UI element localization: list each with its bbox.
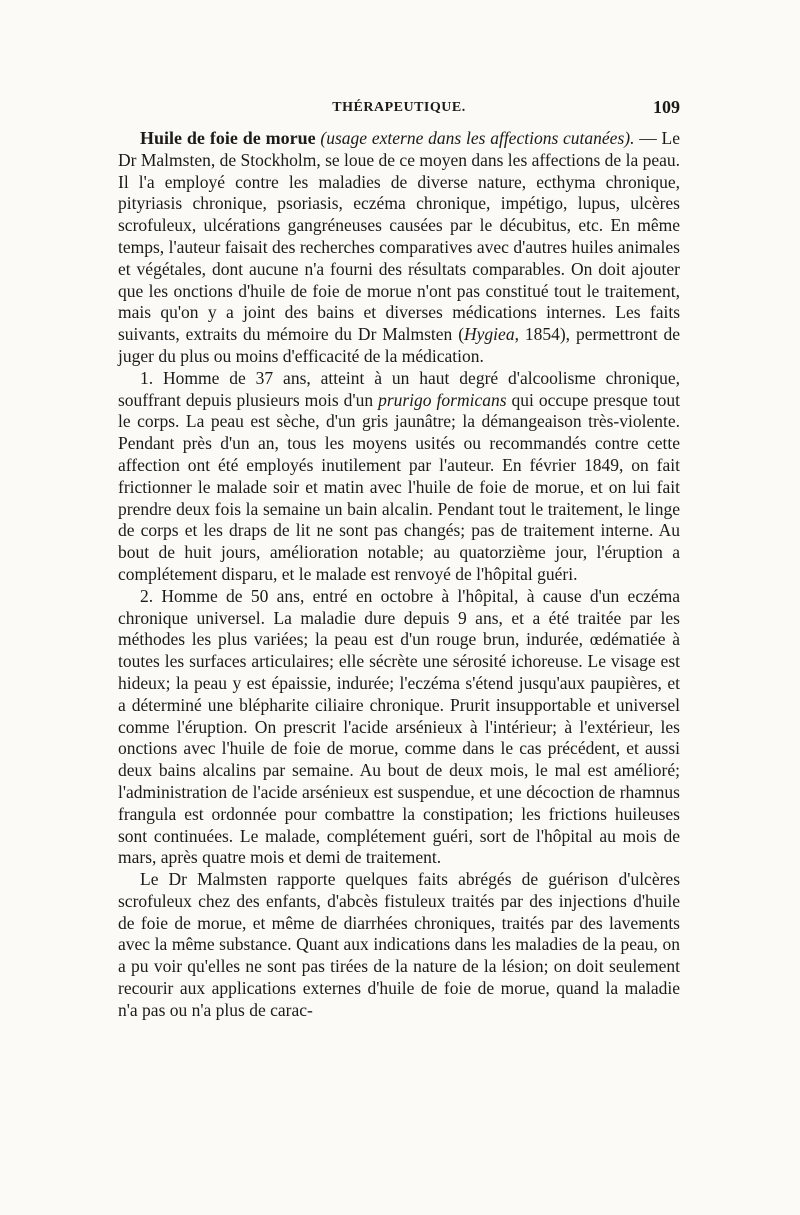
- paragraph-1-text: — Le Dr Malmsten, de Stockholm, se loue de ce moyen dans les affections de la peau. Il l'a employé contre les maladies de diverse nature, ecthyma chronique, pityriasis chronique, psoriasis, eczéma chronique, impétigo, lupus, ulcères scrofuleux, ulcérations gangréneuses causées par le décubitus, etc. En même temps, l'auteur faisait des recherches comparatives avec d'autres huiles animales et végétales, dont aucune n'a fourni des résultats comparables. On doit ajouter que les onctions d'huile de foie de morue n'ont pas constitué tout le traitement, mais qu'on y a joint des bains et diverses médications internes. Les faits suivants, extraits du mémoire du Dr Malmsten (: [118, 128, 680, 345]
- disease-name: prurigo formicans: [378, 389, 507, 410]
- section-heading: Huile de foie de morue: [140, 128, 316, 148]
- journal-title: Hygiea: [464, 324, 515, 345]
- paragraph-1-end: , 1854), permettront de juger du plus ou moins d'efficacité de la médication.: [118, 324, 681, 366]
- running-title: THÉRAPEUTIQUE.: [332, 100, 466, 115]
- section-heading-note: (usage externe dans les affections cutanées).: [320, 128, 635, 148]
- paragraph-2: [118, 368, 680, 586]
- paragraph-4: Le Dr Malmsten rapporte quelques faits abrégés de guérison d'ulcères scrofuleux chez des enfants, d'abcès fistuleux traités par des injections d'huile de foie de morue, et même de diarrhées chroniques, traités par des lavements avec la même substance. Quant aux indications dans les maladies de la peau, on a pu voir qu'elles ne sont pas tirées de la nature de la lésion; on doit seulement recourir aux applications externes d'huile de foie de morue, quand la maladie n'a pas ou n'a plus de carac-: [118, 869, 680, 1020]
- paragraph-2-end: qui occupe presque tout le corps. La peau est sèche, d'un gris jaunâtre; la démangeaison très-violente. Pendant près d'un an, tous les moyens usités ou recommandés contre cette affection ont été employés inutilement par l'auteur. En février 1849, on fait frictionner le malade soir et matin avec l'huile de foie de morue, et on lui fait prendre deux fois la semaine un bain alcalin. Pendant tout le traitement, le linge de corps et les draps de lit ne sont pas changés; pas de traitement interne. Au bout de huit jours, amélioration notable; au quatorzième jour, l'éruption a complétement disparu, et le malade est renvoyé de l'hôpital guéri.: [118, 389, 680, 584]
- running-head: [118, 97, 680, 126]
- paragraph-2-start: 1. Homme de 37 ans, atteint à un haut degré d'alcoolisme chronique, souffrant depuis plusieurs mois d'un: [118, 367, 680, 410]
- paragraph-1: [118, 128, 680, 368]
- paragraph-3: 2. Homme de 50 ans, entré en octobre à l'hôpital, à cause d'un eczéma chronique universel. La maladie dure depuis 9 ans, et a été traitée par les méthodes les plus variées; la peau est d'un rouge brun, indurée, œdématiée à toutes les surfaces articulaires; elle sécrète une sérosité ichoreuse. Le visage est hideux; la peau y est épaissie, indurée; l'eczéma s'étend jusqu'aux paupières, et a déterminé une blépharite ciliaire chronique. Prurit insupportable et universel comme l'éruption. On prescrit l'acide arsénieux à l'intérieur; à l'extérieur, les onctions avec l'huile de foie de morue, comme dans le cas précédent, et aussi deux bains alcalins par semaine. Au bout de deux mois, le mal est amélioré; l'administration de l'acide arsénieux est suspendue, et une décoction de rhamnus frangula est ordonnée pour combattre la constipation; les frictions huileuses sont continuées. Le malade, complétement guéri, sort de l'hôpital au mois de mars, après quatre mois et demi de traitement.: [118, 585, 680, 868]
- page-number: 109: [653, 97, 680, 117]
- body-text: [118, 128, 680, 1022]
